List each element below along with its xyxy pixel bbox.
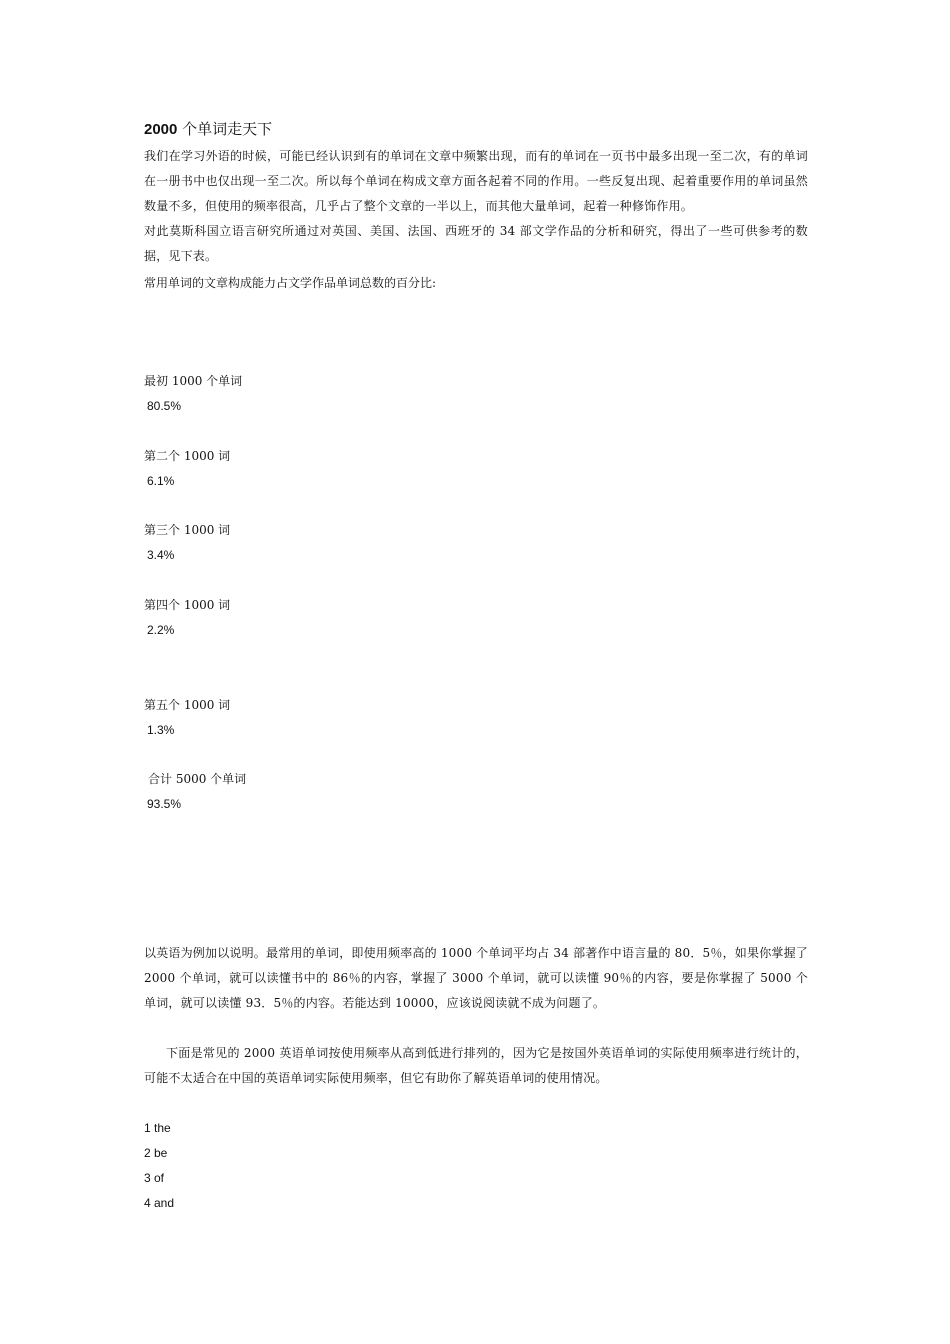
stat-value-5: 1.3% xyxy=(147,723,175,737)
stat-value-2: 6.1% xyxy=(147,474,175,488)
stat-label-2: 第二个 1000 词 xyxy=(144,449,231,463)
page-title xyxy=(144,120,272,139)
title-number: 2000 xyxy=(144,121,178,138)
word-list-item: 4 and xyxy=(144,1196,175,1210)
word-list-item: 1 the xyxy=(144,1121,171,1135)
stat-label-5: 第五个 1000 词 xyxy=(144,698,231,712)
stat-label-total: 合计 5000 个单词 xyxy=(148,772,247,786)
stat-label-3: 第三个 1000 词 xyxy=(144,523,231,537)
stat-label-1: 最初 1000 个单词 xyxy=(144,374,243,388)
table-caption: 常用单词的文章构成能力占文学作品单词总数的百分比: xyxy=(144,276,437,290)
stat-value-1: 80.5% xyxy=(147,399,182,413)
word-list-item: 3 of xyxy=(144,1171,165,1185)
research-paragraph: 对此莫斯科国立语言研究所通过对英国、美国、法国、西班牙的 34 部文学作品的分析和研究，得出了一些可供参考的数据，见下表。 xyxy=(144,224,808,263)
explanation-paragraph: 以英语为例加以说明。最常用的单词，即使用频率高的 1000 个单词平均占 34 部著作中语言量的 80．5％，如果你掌握了 2000 个单词，就可以读懂书中的 86％的内容，掌握了 3000 个单词，就可以读懂 90％的内容，要是你掌握了 5000 个单词，就可以读懂 93．5％的内容。若能达到 10000，应该说阅读就不成为问题了。 xyxy=(144,946,808,1010)
title-text: 个单词走天下 xyxy=(182,120,273,138)
word-list-item: 2 be xyxy=(144,1146,168,1160)
list-intro-paragraph: 下面是常见的 2000 英语单词按使用频率从高到低进行排列的，因为它是按国外英语单词的实际使用频率进行统计的，可能不太适合在中国的英语单词实际使用频率，但它有助你了解英语单词的使用情况。 xyxy=(144,1046,808,1085)
stat-value-4: 2.2% xyxy=(147,623,175,637)
stat-value-3: 3.4% xyxy=(147,548,175,562)
stat-value-total: 93.5% xyxy=(147,797,182,811)
stat-label-4: 第四个 1000 词 xyxy=(144,598,231,612)
intro-paragraph: 我们在学习外语的时候，可能已经认识到有的单词在文章中频繁出现，而有的单词在一页书中最多出现一至二次，有的单词在一册书中也仅出现一至二次。所以每个单词在构成文章方面各起着不同的作用。一些反复出现、起着重要作用的单词虽然数量不多，但使用的频率很高，几乎占了整个文章的一半以上，而其他大量单词，起着一种修饰作用。 xyxy=(144,149,808,213)
